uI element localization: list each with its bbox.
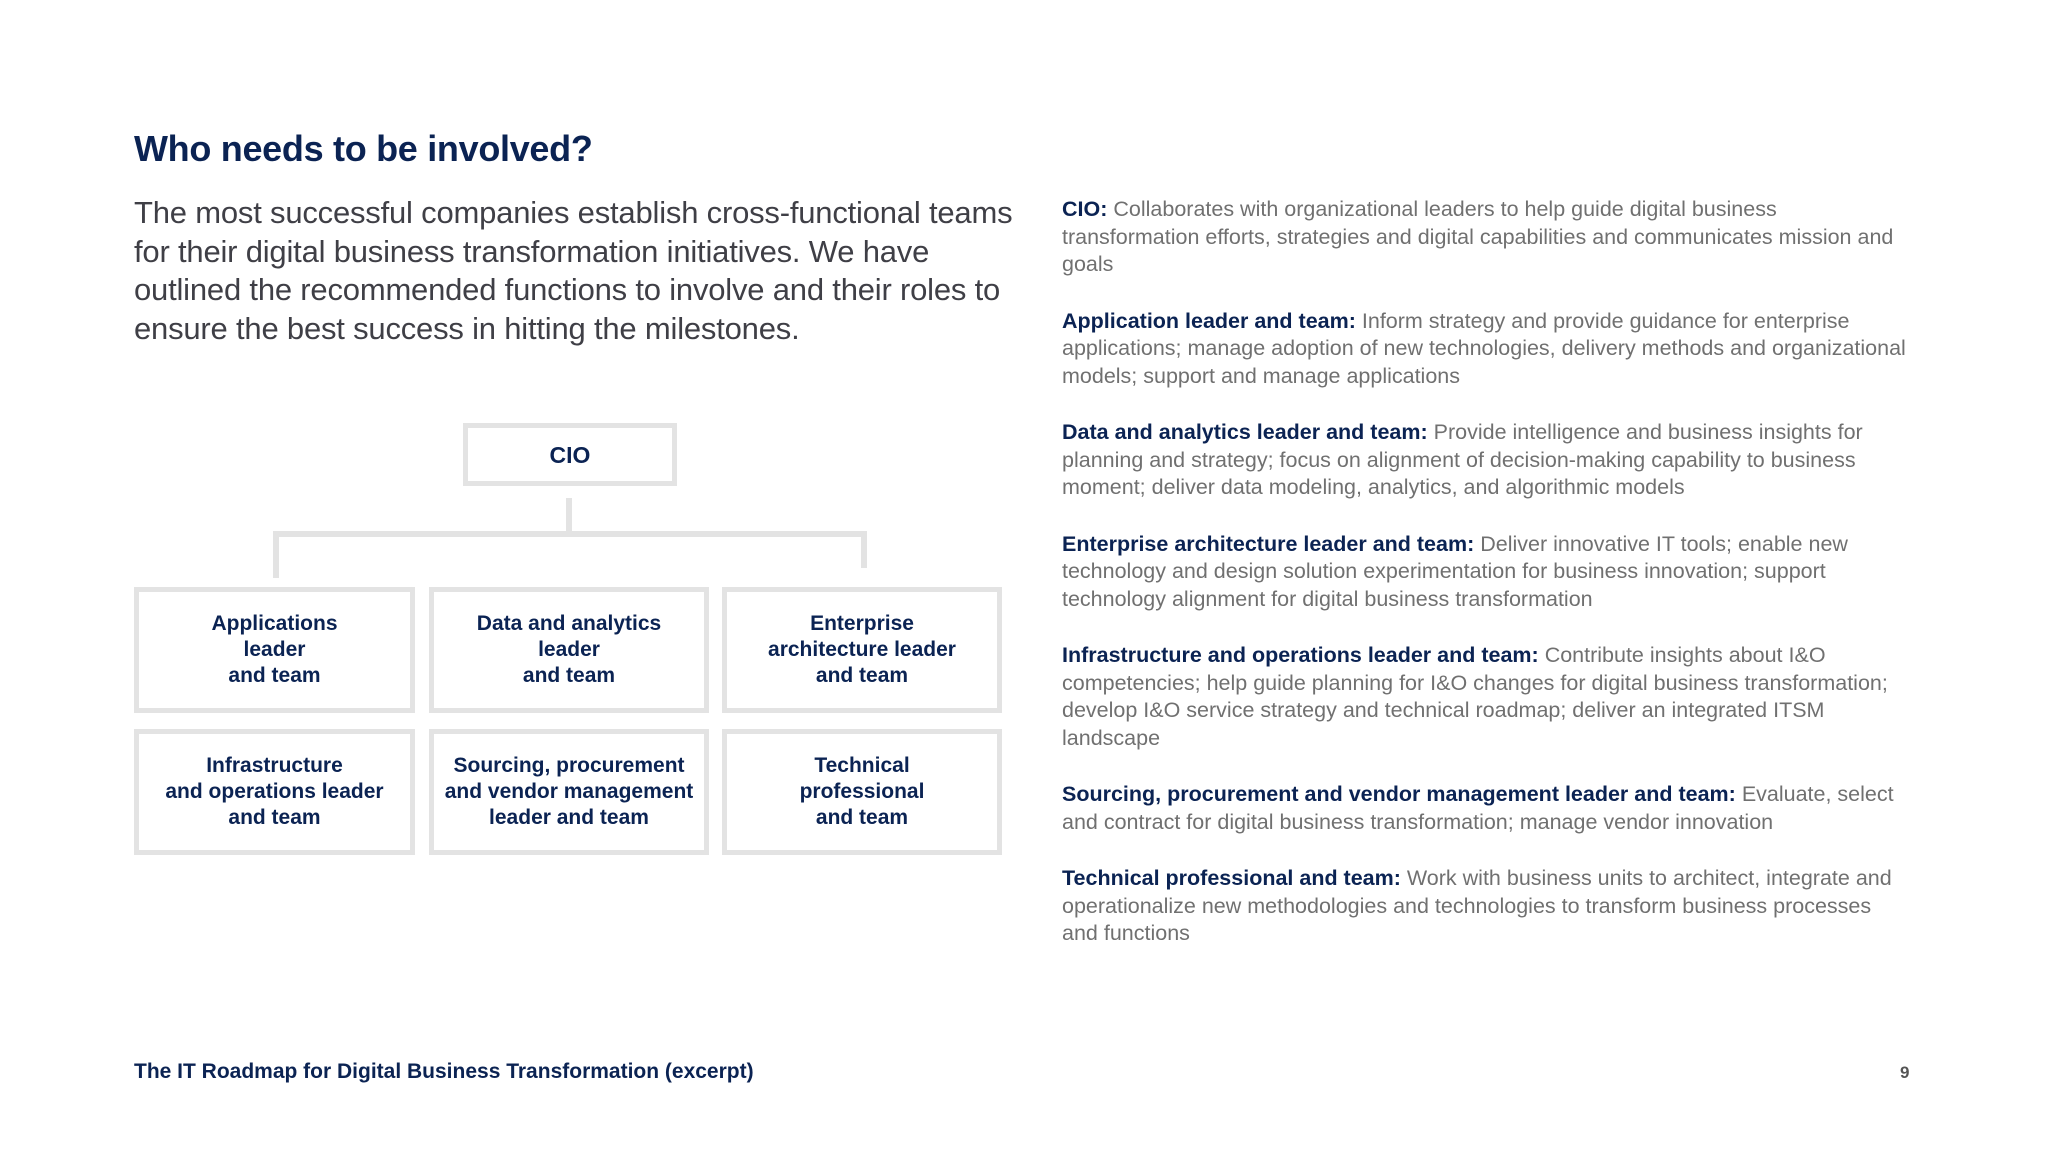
- org-box-applications: Applications leader and team: [134, 587, 415, 713]
- org-box-sourcing: Sourcing, procurement and vendor management leader and team: [429, 729, 709, 855]
- role-infrastructure: Infrastructure and operations leader and team: Contribute insights about I&O competencies; help guide planning for I&O changes for digital business transformation; develop I&O service strategy and technical roadmap; deliver an integrated ITSM landscape: [1062, 643, 1888, 750]
- page-number: 9: [1900, 1063, 1910, 1082]
- role-application: Application leader and team: Inform strategy and provide guidance for enterprise applications; manage adoption of new technologies, delivery methods and organizational models; support and manage applications: [1062, 308, 1906, 388]
- role-descriptions: [1062, 196, 1912, 977]
- connector-right: [861, 531, 867, 568]
- connector-vertical-root: [566, 498, 572, 534]
- role-technical: Technical professional and team: Work with business units to architect, integrate and operationalize new methodologies and technologies to transform business processes and functions: [1062, 866, 1892, 945]
- role-enterprise-architecture: Enterprise architecture leader and team: Deliver innovative IT tools; enable new technology and design solution experimentation for business innovation; support technology alignment for digital business transformation: [1062, 531, 1848, 611]
- org-box-infrastructure: Infrastructure and operations leader and team: [134, 729, 415, 855]
- org-box-data-analytics: Data and analytics leader and team: [429, 587, 709, 713]
- role-cio: CIO: Collaborates with organizational leaders to help guide digital business transformation efforts, strategies and digital capabilities and communicates mission and goals: [1062, 197, 1894, 276]
- org-box-enterprise-architecture: Enterprise architecture leader and team: [722, 587, 1002, 713]
- connector-left: [273, 531, 279, 578]
- connector-horizontal: [273, 531, 867, 537]
- org-box-cio: CIO: [463, 423, 677, 486]
- page-heading: Who needs to be involved?: [134, 128, 593, 169]
- footer-title: The IT Roadmap for Digital Business Transformation (excerpt): [134, 1060, 754, 1083]
- role-data-analytics: Data and analytics leader and team: Provide intelligence and business insights for planning and strategy; focus on alignment of decision-making capability to business moment; deliver data modeling, analytics, and algorithmic models: [1062, 420, 1863, 499]
- intro-paragraph: The most successful companies establish cross-functional teams for their digital business transformation initiatives. We have outlined the recommended functions to involve and their roles to ensure the best success in hitting the milestones.: [134, 195, 1013, 346]
- org-box-technical: Technical professional and team: [722, 729, 1002, 855]
- role-sourcing: Sourcing, procurement and vendor management leader and team: Evaluate, select and contract for digital business transformation; manage vendor innovation: [1062, 782, 1894, 834]
